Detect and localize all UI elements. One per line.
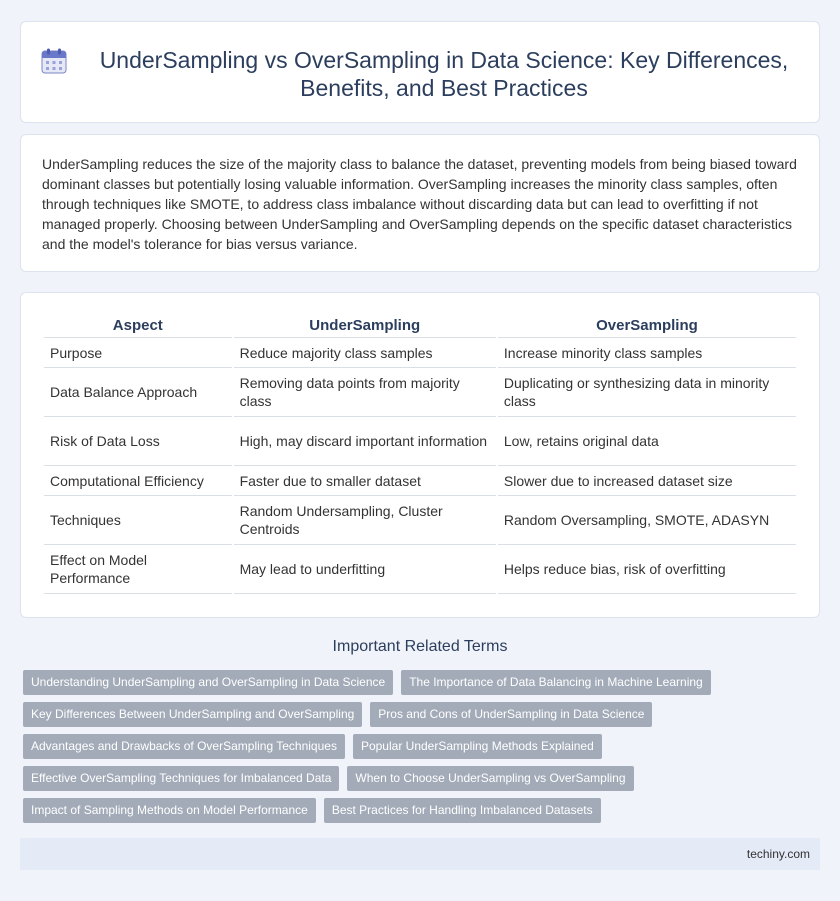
aspect-cell: Techniques [44,496,232,545]
oversampling-cell: Slower due to increased dataset size [498,466,796,496]
comparison-table [42,315,798,594]
aspect-cell: Computational Efficiency [44,466,232,496]
aspect-cell: Risk of Data Loss [44,417,232,466]
undersampling-cell: Removing data points from majority class [234,368,496,417]
page-title: UnderSampling vs OverSampling in Data Science: Key Differences, Benefits, and Best Practices [99,47,789,101]
column-header-undersampling: UnderSampling [234,315,496,338]
table-row [44,496,796,545]
comparison-table-card [20,292,820,618]
aspect-cell: Data Balance Approach [44,368,232,417]
related-term-tag[interactable]: Impact of Sampling Methods on Model Performance [23,798,316,823]
related-term-tag[interactable]: When to Choose UnderSampling vs OverSampling [347,766,633,791]
related-term-tag[interactable]: Advantages and Drawbacks of OverSampling Techniques [23,734,345,759]
table-row [44,466,796,496]
related-term-tag[interactable]: Popular UnderSampling Methods Explained [353,734,602,759]
related-term-tag[interactable]: Effective OverSampling Techniques for Imbalanced Data [23,766,339,791]
site-name[interactable]: techiny.com [746,847,810,861]
undersampling-cell: Faster due to smaller dataset [234,466,496,496]
footer [20,838,820,870]
related-term-tag[interactable]: Key Differences Between UnderSampling and OverSampling [23,702,362,727]
oversampling-cell: Helps reduce bias, risk of overfitting [498,545,796,594]
table-row [44,545,796,594]
oversampling-cell: Low, retains original data [498,417,796,466]
table-row [44,368,796,417]
oversampling-cell: Increase minority class samples [498,338,796,368]
table-header-row [44,315,796,338]
related-term-tag[interactable]: The Importance of Data Balancing in Machine Learning [401,670,711,695]
summary-card [20,134,820,272]
table-row [44,338,796,368]
aspect-cell: Purpose [44,338,232,368]
column-header-aspect: Aspect [44,315,232,338]
undersampling-cell: Random Undersampling, Cluster Centroids [234,496,496,545]
related-term-tag[interactable]: Best Practices for Handling Imbalanced Datasets [324,798,601,823]
calendar-icon [41,48,67,74]
aspect-cell: Effect on Model Performance [44,545,232,594]
summary-text: UnderSampling reduces the size of the majority class to balance the dataset, preventing models from being biased toward dominant classes but potentially losing valuable information. OverSampling increases the minority class samples, often through techniques like SMOTE, to address class imbalance without discarding data but can lead to overfitting if not managed properly. Choosing between UnderSampling and OverSampling depends on the specific dataset characteristics and the model's tolerance for bias versus variance. [42,156,797,252]
undersampling-cell: May lead to underfitting [234,545,496,594]
column-header-oversampling: OverSampling [498,315,796,338]
related-terms-list [23,670,823,830]
related-term-tag[interactable]: Understanding UnderSampling and OverSampling in Data Science [23,670,393,695]
table-row [44,417,796,466]
related-term-tag[interactable]: Pros and Cons of UnderSampling in Data Science [370,702,652,727]
oversampling-cell: Random Oversampling, SMOTE, ADASYN [498,496,796,545]
undersampling-cell: High, may discard important information [234,417,496,466]
related-terms-heading: Important Related Terms [332,638,508,655]
undersampling-cell: Reduce majority class samples [234,338,496,368]
oversampling-cell: Duplicating or synthesizing data in minority class [498,368,796,417]
header-card [20,21,820,123]
